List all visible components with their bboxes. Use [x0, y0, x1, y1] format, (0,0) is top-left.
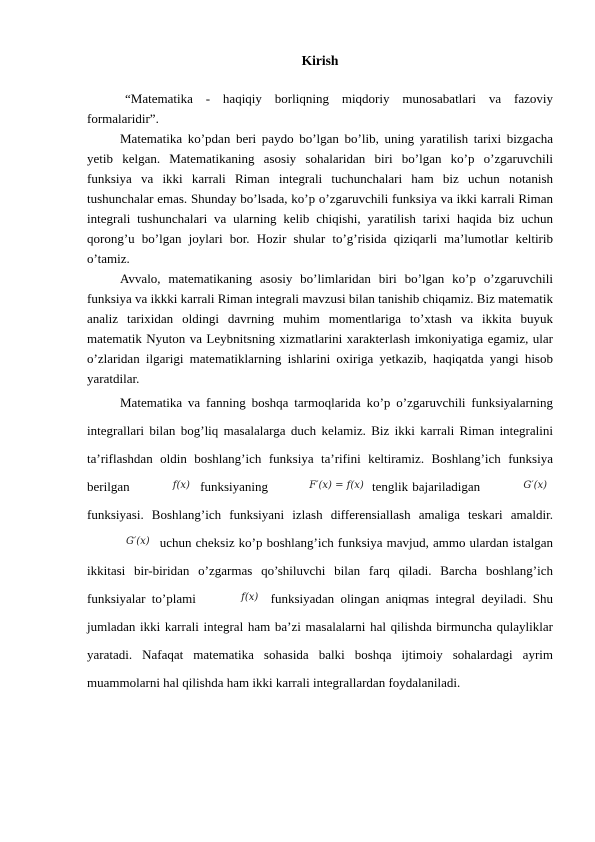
paragraph-antiderivative [87, 389, 553, 697]
page-title: Kirish [301, 53, 339, 68]
paragraph-text-3: tenglik bajariladigan [371, 479, 481, 494]
paragraph-text-2: funksiyaning [200, 479, 269, 494]
paragraph-introduction: Avvalo, matematikaning asosiy bo’limlaridan biri bo’lgan ko’p o’zgaruvchili funksiya va ikkki karrali Riman integrali mavzusi bilan tanishib chiqamiz. Biz matematik analiz tarixidan oldingi davrning muhim momentlariga to’xtash va ikkita buyuk matematik Nyuton va Leybnitsning xizmatlarini xarakterlash imkoniyatiga egamiz, ular o’zlaridan ilgarigi matematiklarning ishlarini oxiriga yetkazib, haqiqatda yangi hisob yaratdilar. [87, 271, 553, 386]
formula-g-prime-1: G′(x) [523, 480, 548, 491]
formula-derivative-equation: F′(x) = f(x) [309, 480, 364, 491]
formula-f-of-x-2: f(x) [241, 592, 259, 603]
paragraph-text-6: funksiyadan olingan aniqmas integral deyiladi. Shu jumladan ikki karrali integral ham ba’zi masalalarni hal qilishda birmuncha qulayliklar yaratadi. Nafaqat matematika sohasida balki boshqa ijtimoiy sohalardagi ayrim muammolarni hal qilishda ham ikki karrali integrallardan foydalaniladi. [87, 591, 554, 690]
paragraph-text-5: uchun cheksiz ko’p boshlang’ich funksiya mavjud, ammo ulardan istalgan ikkitasi bir-biridan o’zgarmas qo’shiluvchi bilan farq qiladi. Barcha boshlang’ich funksiyalar to’plami [87, 535, 554, 606]
formula-g-prime-2: G′(x) [126, 536, 150, 547]
formula-f-of-x: f(x) [172, 480, 190, 491]
document-page [87, 52, 553, 697]
paragraph-history: Matematika ko’pdan beri paydo bo’lgan bo’lib, uning yaratilish tarixi bizgacha yetib kelgan. Matematikaning asosiy sohalaridan biri bo’lgan ko’p o’zgaruvchili funksiya va ikki karrali Riman integrali tuchunchalari ham biz uchun notanish tushunchalar emas. Shunday bo’lsada, ko’p o’zgaruvchili funksiya va ikki karrali Riman integrali tushunchalari va ularning kelib chiqishi, yaratilish tarixi haqida biz uchun qorong’u bo’lgan joylari bor. Hozir shular to’g’risida qiziqarli ma’lumotlar keltirib o’tamiz. [87, 131, 553, 266]
paragraph-text-4: funksiyasi. Boshlang’ich funksiyani izlash differensiallash amaliga teskari amaldir. [87, 507, 553, 522]
paragraph-text-1: Matematika va fanning boshqa tarmoqlarida ko’p o’zgaruvchili funksiyalarning integrallari bilan bog’liq masalalarga duch kelamiz. Biz ikki karrali Riman integralini ta’riflashdan oldin boshlang’ich funksiya ta’rifini keltiramiz. Boshlang’ich funksiya berilgan [87, 395, 553, 494]
epigraph-quote: “Matematika - haqiqiy borliqning miqdoriy munosabatlari va fazoviy formalaridir”. [87, 91, 553, 126]
